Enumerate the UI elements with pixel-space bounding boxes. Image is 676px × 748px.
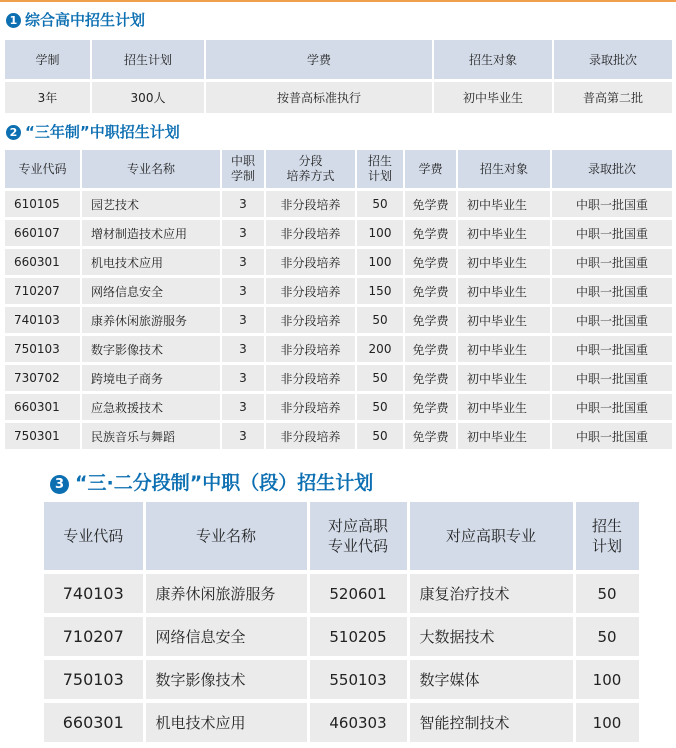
- cell: 550103: [308, 658, 408, 701]
- section2-heading: [6, 123, 180, 141]
- cell: 50: [356, 422, 404, 451]
- cell: 数字媒体: [408, 658, 574, 701]
- cell: 3: [221, 393, 265, 422]
- cell: 610105: [5, 190, 81, 219]
- cell: 初中毕业生: [457, 248, 551, 277]
- header-cell: 招生对象: [433, 40, 553, 81]
- cell: 200: [356, 335, 404, 364]
- cell: 中职一批国重: [551, 422, 673, 451]
- header-cell: 学费: [205, 40, 433, 81]
- header-cell: 招生 计划: [356, 150, 404, 190]
- cell: 740103: [5, 306, 81, 335]
- cell: 730702: [5, 364, 81, 393]
- cell: 50: [356, 306, 404, 335]
- cell: 非分段培养: [265, 277, 356, 306]
- cell: 初中毕业生: [457, 190, 551, 219]
- cell: 非分段培养: [265, 335, 356, 364]
- header-cell: 录取批次: [553, 40, 673, 81]
- cell: 中职一批国重: [551, 335, 673, 364]
- cell: 300人: [91, 81, 205, 114]
- cell: 100: [574, 701, 640, 744]
- cell: 50: [356, 190, 404, 219]
- cell: 非分段培养: [265, 248, 356, 277]
- cell: 免学费: [404, 248, 457, 277]
- table-row: [44, 658, 640, 701]
- table-row: [5, 277, 673, 306]
- table-row: [5, 422, 673, 451]
- cell: 非分段培养: [265, 393, 356, 422]
- cell: 初中毕业生: [433, 81, 553, 114]
- cell: 非分段培养: [265, 219, 356, 248]
- cell: 免学费: [404, 277, 457, 306]
- cell: 710207: [44, 615, 144, 658]
- header-cell: 分段 培养方式: [265, 150, 356, 190]
- table-header-row: [5, 150, 673, 190]
- cell: 3: [221, 219, 265, 248]
- header-cell: 录取批次: [551, 150, 673, 190]
- cell: 520601: [308, 572, 408, 615]
- header-cell: 招生 计划: [574, 502, 640, 572]
- cell: 康复治疗技术: [408, 572, 574, 615]
- cell: 初中毕业生: [457, 335, 551, 364]
- cell: 100: [574, 658, 640, 701]
- table-row: [5, 248, 673, 277]
- cell: 非分段培养: [265, 364, 356, 393]
- cell: 民族音乐与舞蹈: [81, 422, 221, 451]
- cell: 跨境电子商务: [81, 364, 221, 393]
- section2-number-badge: 2: [6, 125, 21, 140]
- three-year-program-table: [5, 150, 674, 452]
- cell: 3: [221, 277, 265, 306]
- header-cell: 对应高职专业: [408, 502, 574, 572]
- cell: 中职一批国重: [551, 190, 673, 219]
- cell: 710207: [5, 277, 81, 306]
- cell: 大数据技术: [408, 615, 574, 658]
- table-row: [44, 701, 640, 744]
- table-row: [5, 219, 673, 248]
- general-high-school-table: [5, 40, 674, 113]
- table-row: [44, 572, 640, 615]
- cell: 460303: [308, 701, 408, 744]
- header-cell: 学制: [5, 40, 91, 81]
- cell: 750103: [44, 658, 144, 701]
- cell: 3: [221, 190, 265, 219]
- cell: 网络信息安全: [81, 277, 221, 306]
- header-cell: 招生对象: [457, 150, 551, 190]
- cell: 510205: [308, 615, 408, 658]
- cell: 免学费: [404, 306, 457, 335]
- table-row: [5, 81, 673, 114]
- top-accent-line: [0, 0, 676, 2]
- cell: 数字影像技术: [81, 335, 221, 364]
- header-cell: 专业名称: [144, 502, 308, 572]
- cell: 150: [356, 277, 404, 306]
- cell: 100: [356, 219, 404, 248]
- cell: 普高第二批: [553, 81, 673, 114]
- cell: 网络信息安全: [144, 615, 308, 658]
- cell: 非分段培养: [265, 190, 356, 219]
- cell: 中职一批国重: [551, 306, 673, 335]
- cell: 660301: [44, 701, 144, 744]
- cell: 初中毕业生: [457, 422, 551, 451]
- three-two-program-table: [44, 502, 642, 746]
- table-row: [5, 190, 673, 219]
- table-row: [5, 364, 673, 393]
- table-header-row: [5, 40, 673, 81]
- cell: 3年: [5, 81, 91, 114]
- table-header-row: [44, 502, 640, 572]
- header-cell: 招生计划: [91, 40, 205, 81]
- cell: 免学费: [404, 393, 457, 422]
- cell: 初中毕业生: [457, 277, 551, 306]
- header-cell: 中职 学制: [221, 150, 265, 190]
- cell: 660301: [5, 248, 81, 277]
- table-row: [5, 335, 673, 364]
- cell: 初中毕业生: [457, 393, 551, 422]
- table-row: [44, 615, 640, 658]
- cell: 数字影像技术: [144, 658, 308, 701]
- cell: 免学费: [404, 422, 457, 451]
- section2-title: “三年制”中职招生计划: [25, 123, 180, 141]
- header-cell: 专业代码: [5, 150, 81, 190]
- cell: 园艺技术: [81, 190, 221, 219]
- header-cell: 学费: [404, 150, 457, 190]
- section3-title: “三·二分段制”中职（段）招生计划: [75, 472, 374, 494]
- cell: 增材制造技术应用: [81, 219, 221, 248]
- cell: 3: [221, 364, 265, 393]
- cell: 660107: [5, 219, 81, 248]
- cell: 免学费: [404, 190, 457, 219]
- cell: 初中毕业生: [457, 364, 551, 393]
- cell: 50: [574, 572, 640, 615]
- cell: 100: [356, 248, 404, 277]
- cell: 中职一批国重: [551, 248, 673, 277]
- cell: 中职一批国重: [551, 393, 673, 422]
- cell: 750103: [5, 335, 81, 364]
- header-cell: 专业名称: [81, 150, 221, 190]
- cell: 机电技术应用: [81, 248, 221, 277]
- cell: 初中毕业生: [457, 219, 551, 248]
- table-row: [5, 393, 673, 422]
- cell: 750301: [5, 422, 81, 451]
- cell: 免学费: [404, 364, 457, 393]
- cell: 中职一批国重: [551, 277, 673, 306]
- cell: 中职一批国重: [551, 364, 673, 393]
- table-row: [5, 306, 673, 335]
- cell: 3: [221, 422, 265, 451]
- cell: 3: [221, 248, 265, 277]
- cell: 非分段培养: [265, 422, 356, 451]
- section1-title: 综合高中招生计划: [25, 11, 146, 29]
- cell: 应急救援技术: [81, 393, 221, 422]
- cell: 50: [356, 364, 404, 393]
- cell: 3: [221, 306, 265, 335]
- section1-number-badge: 1: [6, 13, 21, 28]
- cell: 非分段培养: [265, 306, 356, 335]
- cell: 免学费: [404, 219, 457, 248]
- cell: 机电技术应用: [144, 701, 308, 744]
- cell: 3: [221, 335, 265, 364]
- section3-number-badge: 3: [50, 475, 69, 494]
- header-cell: 对应高职 专业代码: [308, 502, 408, 572]
- header-cell: 专业代码: [44, 502, 144, 572]
- cell: 免学费: [404, 335, 457, 364]
- cell: 中职一批国重: [551, 219, 673, 248]
- cell: 康养休闲旅游服务: [81, 306, 221, 335]
- cell: 智能控制技术: [408, 701, 574, 744]
- cell: 50: [574, 615, 640, 658]
- cell: 740103: [44, 572, 144, 615]
- cell: 康养休闲旅游服务: [144, 572, 308, 615]
- cell: 660301: [5, 393, 81, 422]
- section3-heading: [50, 471, 373, 495]
- cell: 50: [356, 393, 404, 422]
- section1-heading: [6, 11, 145, 29]
- cell: 初中毕业生: [457, 306, 551, 335]
- cell: 按普高标准执行: [205, 81, 433, 114]
